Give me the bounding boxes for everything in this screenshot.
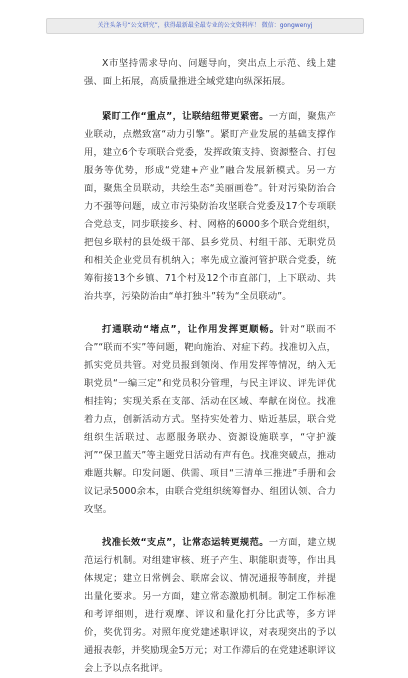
section-heading: 紧盯工作“重点”，让联结纽带更紧密。: [102, 111, 269, 122]
document-body: [84, 55, 336, 678]
section-heading: 找准长效“支点”，让常态运转更规范。: [102, 537, 269, 548]
paragraph-text: 针对“联而不合”“联而不实”等问题，靶向施治、对症下药。找准切入点，抓实党员共管。对党员报到领岗、作用发挥等情况，纳入无职党员“一编三定”和党员积分管理，与民主评议、评先评优相挂钩；实现关系在支部、活动在区域、奉献在岗位。找准着力点，创新活动方式。坚持实处着力、贴近基层，联合党组织生活联过、志愿服务联办、资源设施联享，“守护漩河”“保卫蓝天”等主题党日活动有声有色。找准突破点，推动难题共解。印发问题、供需、项目“三清单三推进”手册和会议记录5000余本，由联合党组织统筹督办、组团认领、合力攻坚。: [84, 324, 336, 515]
promo-banner[interactable]: 关注头条号“公文研究”，获得最新最全最专业的公文资料库！ 微信：gongwenyj: [46, 18, 364, 34]
paragraph-text: X市坚持需求导向、问题导向，突出点上示范、线上建强、面上拓展，高质量推进全域党建向纵深拓展。: [84, 58, 336, 87]
section-paragraph-bottlenecks: [84, 321, 336, 519]
paragraph-text: 一方面，建立规范运行机制。对组建审核、班子产生、职能职责等，作出具体规定；建立日常例会、联席会议、情况通报等制度，并提出量化要求。另一方面，建立常态激励机制。制定工作标准和考评细则，进行观摩、评议和量化打分比武等，多方评价，奖优罚劣。对照年度党建述职评议，对表现突出的予以通报表彰，并奖励现金5万元；对工作滞后的在党建述职评议会上予以点名批评。: [84, 537, 336, 674]
paragraph-text: 一方面，聚焦产业联动，点燃致富“动力引擎”。紧盯产业发展的基础支撑作用，建立6个专项联合党委，发挥政策支持、资源整合、打包服务等优势，形成“党建+产业”融合发展新模式。另一方面，聚焦全员联动，共绘生态“美丽画卷”。针对污染防治合力不强等问题，成立市污染防治攻坚联合党委及17个专项联合党总支，同步联接乡、村、网格的6000多个联合党组织，把包乡联村的县处级干部、县乡党员、村组干部、无职党员和相关企业党员有机纳入；率先成立漩河管护联合党委，统筹衔接13个乡镇、71个村及12个市直部门，上下联动、共治共享，污染防治由“单打独斗”转为“全员联动”。: [84, 111, 336, 302]
section-heading: 打通联动“堵点”，让作用发挥更顺畅。: [102, 324, 280, 335]
intro-paragraph: [84, 55, 336, 91]
section-paragraph-long-term: [84, 534, 336, 678]
section-paragraph-key-points: [84, 108, 336, 306]
